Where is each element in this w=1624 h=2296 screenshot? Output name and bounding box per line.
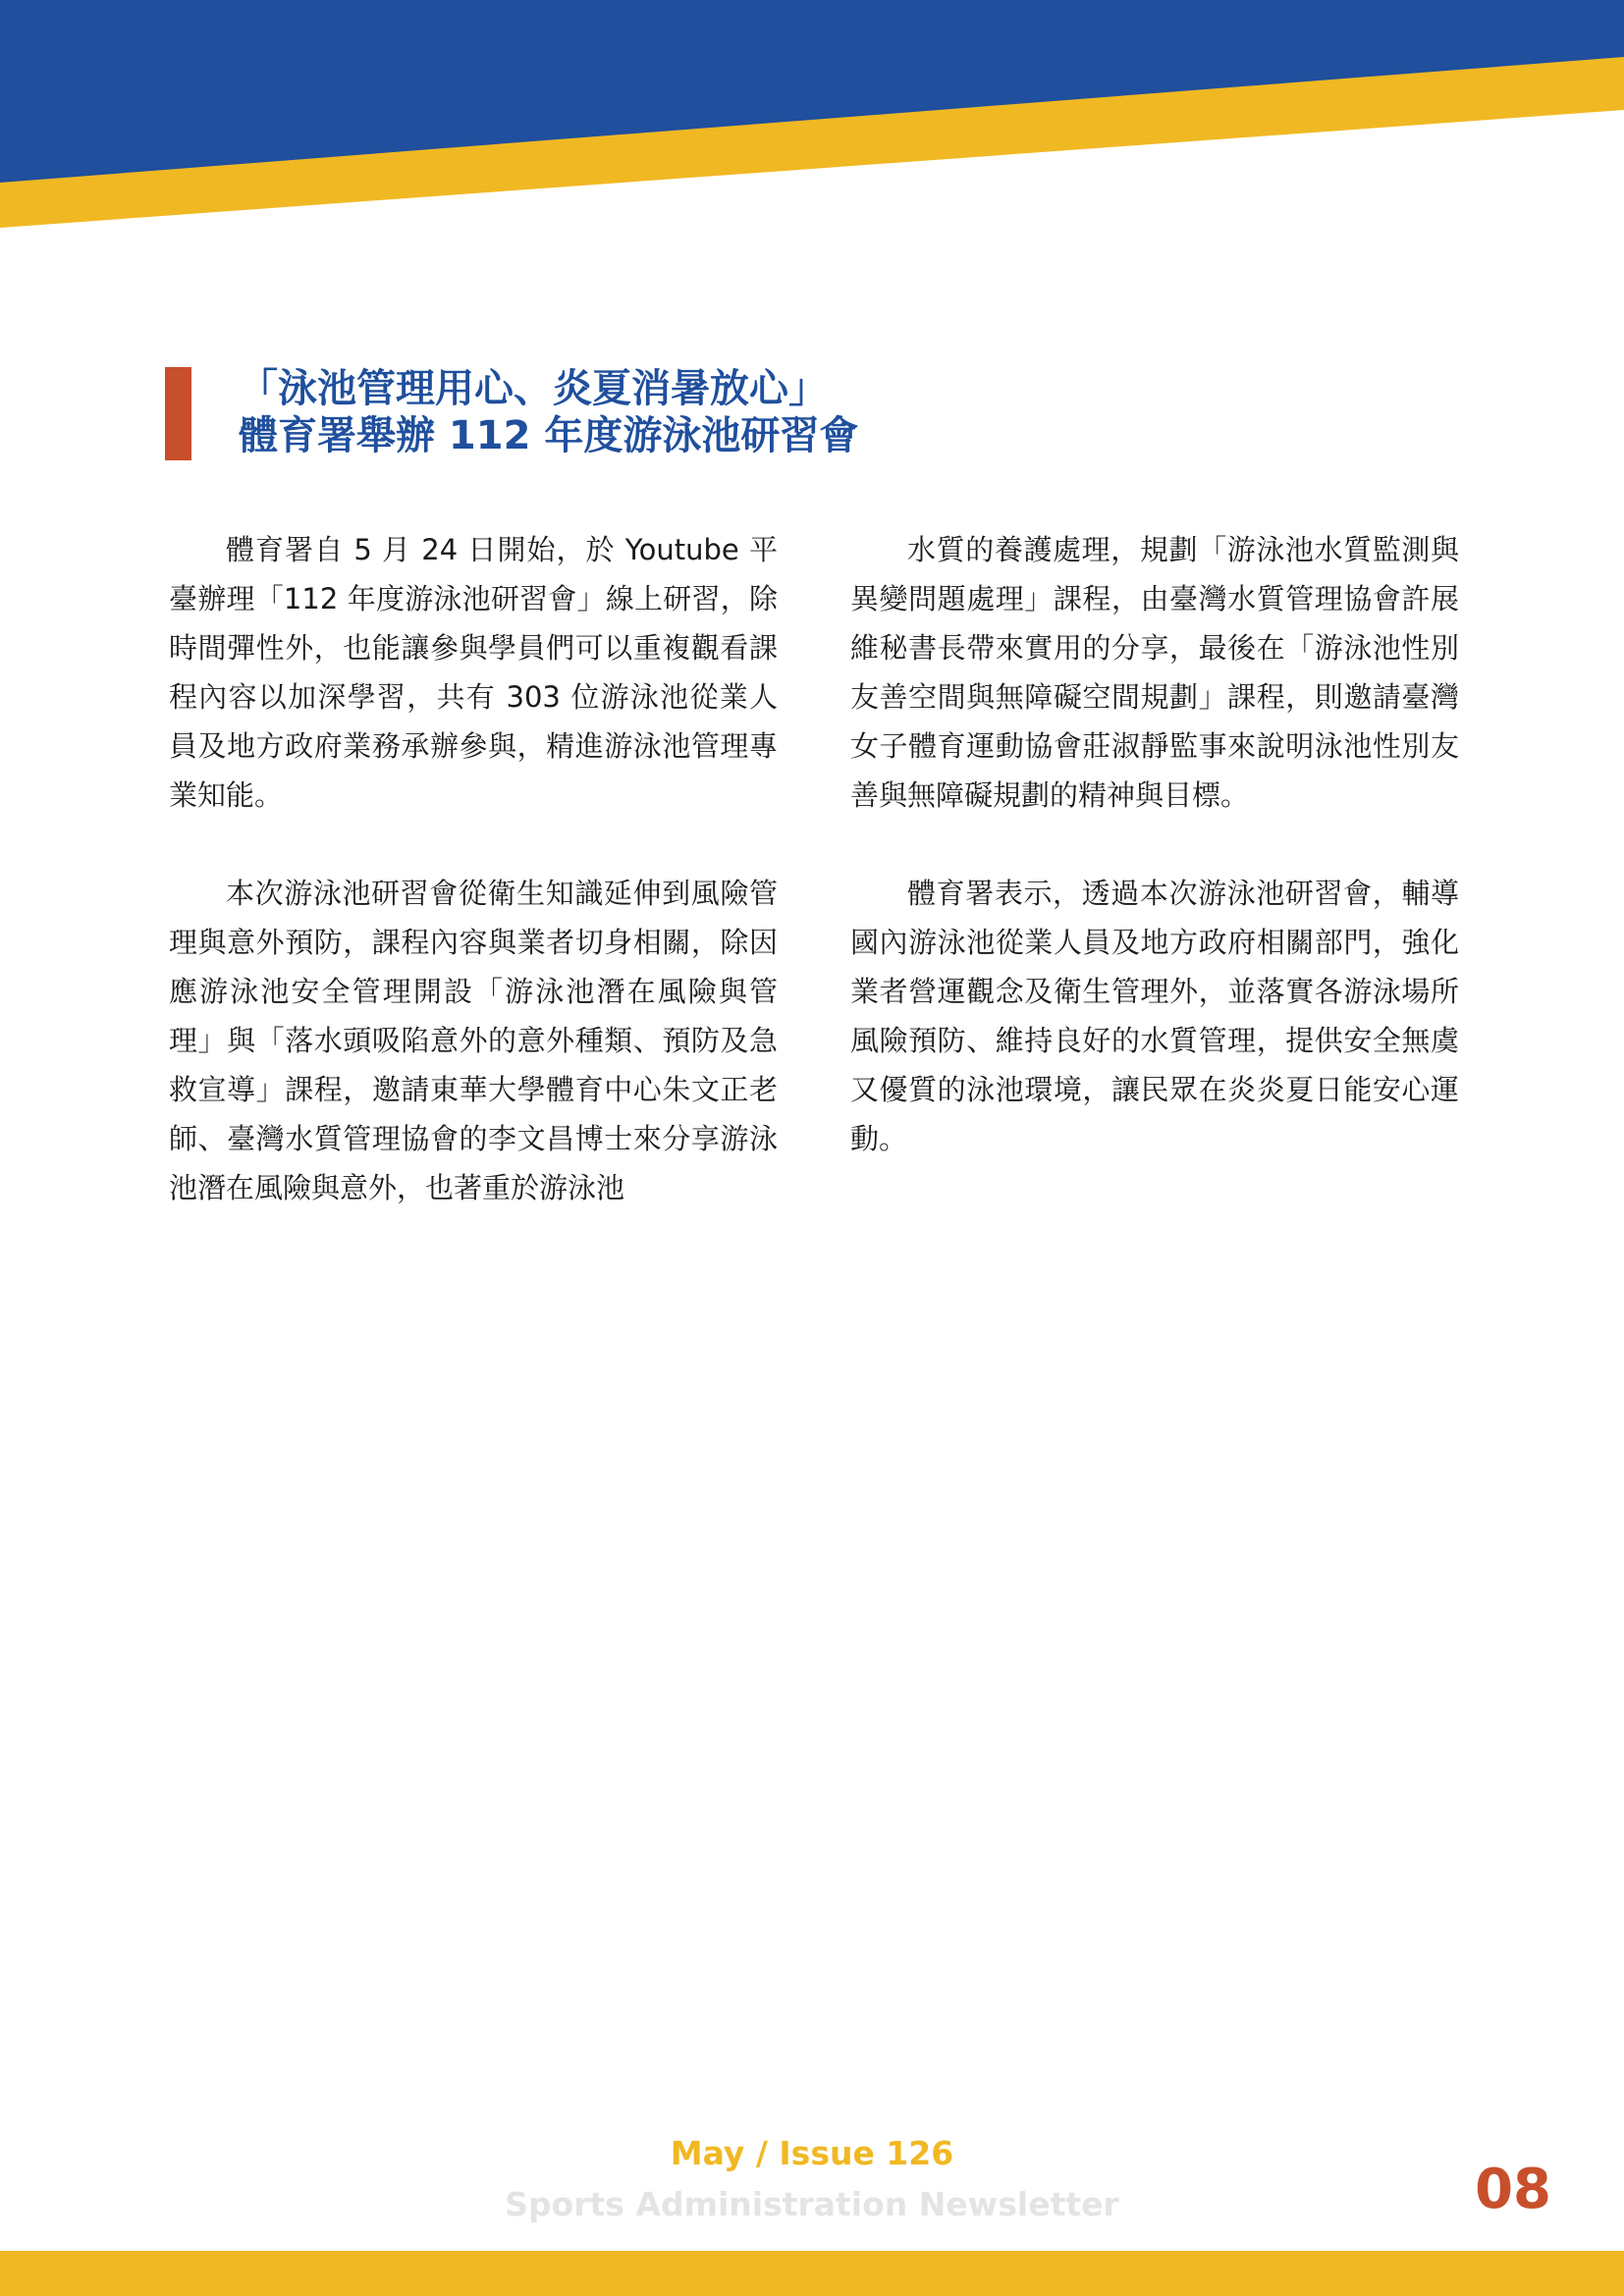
footer-bar — [0, 2251, 1624, 2296]
right-column — [850, 525, 1459, 1212]
paragraph-1: 體育署自 5 月 24 日開始，於 Youtube 平臺辦理「112 年度游泳池研習會」線上研習，除時間彈性外，也能讓參與學員們可以重複觀看課程內容以加深學習，共有 303 位游泳池從業人員及地方政府業務承辦參與，精進游泳池管理專業知能。 — [169, 533, 778, 812]
paragraph-2: 本次游泳池研習會從衛生知識延伸到風險管理與意外預防，課程內容與業者切身相關，除因應游泳池安全管理開設「游泳池潛在風險與管理」與「落水頭吸陷意外的意外種類、預防及急救宣導」課程，邀請東華大學體育中心朱文正老師、臺灣水質管理協會的李文昌博士來分享游泳池潛在風險與意外，也著重於游泳池 — [169, 877, 778, 1204]
title-line-1: 「泳池管理用心、炎夏消暑放心」 — [239, 366, 828, 411]
header-banner — [0, 0, 1624, 236]
article-title — [239, 365, 858, 459]
footer-newsletter-name: Sports Administration Newsletter — [505, 2185, 1119, 2223]
paragraph-4: 體育署表示，透過本次游泳池研習會，輔導國內游泳池從業人員及地方政府相關部門，強化業者營運觀念及衛生管理外，並落實各游泳場所風險預防、維持良好的水質管理，提供安全無虞又優質的泳池環境，讓民眾在炎炎夏日能安心運動。 — [850, 877, 1459, 1155]
paragraph-3: 水質的養護處理，規劃「游泳池水質監測與異變問題處理」課程，由臺灣水質管理協會許展維秘書長帶來實用的分享，最後在「游泳池性別友善空間與無障礙空間規劃」課程，則邀請臺灣女子體育運動協會莊淑靜監事來說明泳池性別友善與無障礙規劃的精神與目標。 — [850, 533, 1459, 812]
page-number: 08 — [1475, 2158, 1551, 2221]
footer-issue: May / Issue 126 — [670, 2134, 954, 2172]
title-line-2: 體育署舉辦 112 年度游泳池研習會 — [239, 413, 859, 458]
left-column — [169, 525, 778, 1261]
title-accent-bar — [165, 367, 191, 460]
